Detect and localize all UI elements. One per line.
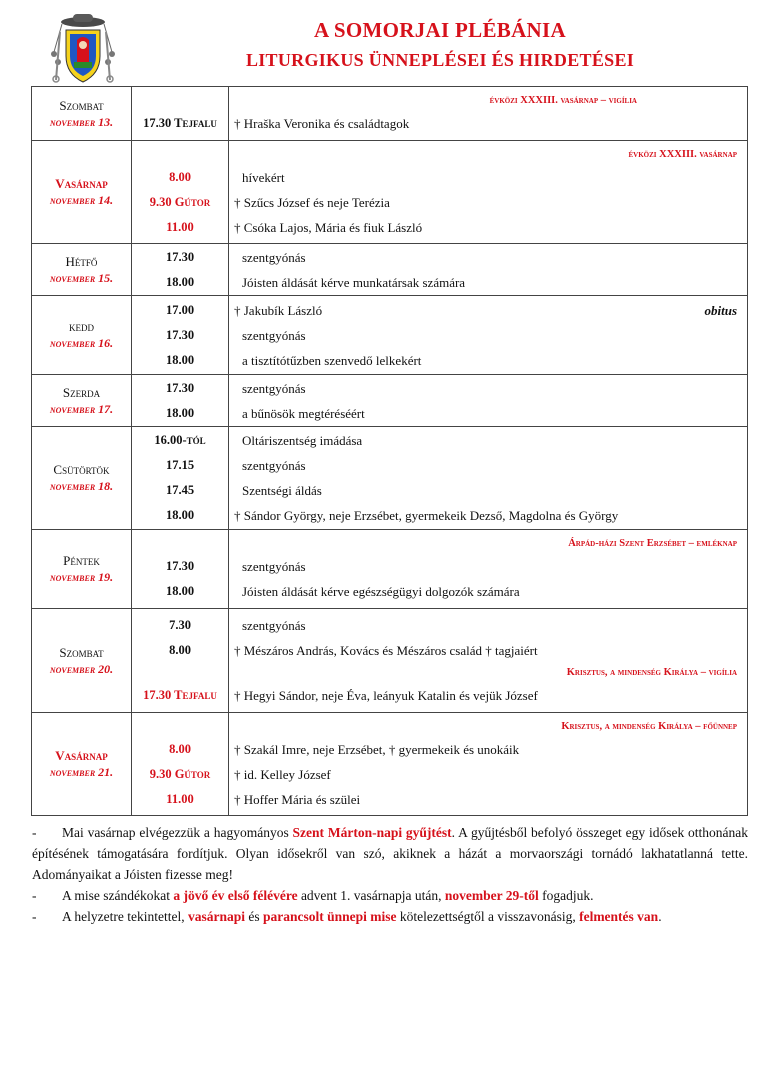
intention-cell	[229, 427, 748, 530]
intention-text: Jóisten áldását kérve egészségügyi dolgozók számára	[242, 584, 520, 599]
announcement-text: . A gyűjtésből befolyó összeget egy idősek otthonának építésének támogatására fordítjuk. Olyan idősekről van szó, akiknek a házát a morvaországi tornádó lakhatatlanná tette. Adományaikat a Jóisten fizesse meg!	[32, 825, 748, 882]
day-row	[32, 87, 748, 141]
intention-cell	[229, 375, 748, 427]
intention-text: szentgyónás	[242, 327, 306, 343]
day-row	[32, 427, 748, 530]
intention-text: hívekért	[242, 169, 285, 185]
intention-text: † Szűcs József és neje Terézia	[234, 194, 390, 210]
mass-intention	[229, 165, 747, 190]
highlight-text: vasárnapi	[187, 909, 245, 924]
time-cell	[132, 244, 229, 296]
mass-intention	[229, 323, 747, 348]
announcements	[32, 822, 748, 927]
day-date: november 18.	[49, 479, 114, 493]
mass-intention	[229, 298, 747, 323]
day-date: november 14.	[49, 193, 114, 207]
mass-time: 17.15	[165, 458, 195, 472]
intention-text: † id. Kelley József	[234, 766, 331, 782]
feast-label: évközi XXXIII. vasárnap	[628, 148, 737, 160]
announcement-item	[32, 822, 748, 885]
day-name: Csütörtök	[53, 462, 110, 477]
day-date: november 19.	[49, 570, 114, 584]
day-name: kedd	[69, 319, 94, 334]
mass-time: 17.30 Tejfalu	[143, 688, 217, 702]
day-row	[32, 375, 748, 427]
day-row	[32, 244, 748, 296]
mass-time: 17.30	[165, 327, 195, 342]
intention-text: szentgyónás	[242, 618, 306, 633]
announcement-text: fogadjuk.	[538, 888, 594, 903]
mass-time: 17.30	[165, 559, 195, 573]
announcement-text: .	[658, 909, 662, 924]
mass-time: 18.00	[165, 352, 195, 367]
day-cell	[32, 244, 132, 296]
announcement-text: A mise szándékokat	[62, 888, 174, 903]
bullet-dash: -	[32, 825, 37, 840]
mass-intention	[229, 215, 747, 240]
mass-time: 18.00	[165, 508, 195, 522]
intention-cell	[229, 713, 748, 816]
mass-intention	[229, 190, 747, 215]
mass-time	[132, 663, 228, 683]
parish-coat-of-arms-icon	[44, 12, 122, 84]
intention-text: Jóisten áldását kérve munkatársak számára	[242, 274, 466, 290]
mass-time: 18.00	[165, 405, 195, 420]
day-date: november 17.	[49, 401, 114, 416]
time-cell	[132, 141, 229, 244]
intention-text: szentgyónás	[242, 458, 306, 473]
mass-intention	[229, 270, 747, 295]
mass-time	[132, 145, 228, 165]
page-subtitle: LITURGIKUS ÜNNEPLÉSEI ÉS HIRDETÉSEI	[245, 50, 635, 70]
mass-intention	[229, 613, 747, 638]
highlight-text: november 29-től	[444, 888, 539, 903]
mass-time: 8.00	[169, 643, 191, 657]
mass-intention	[229, 737, 747, 762]
mass-time: 11.00	[166, 219, 194, 234]
time-cell	[132, 87, 229, 141]
mass-intention	[229, 554, 747, 579]
day-date: november 15.	[49, 270, 114, 285]
time-cell	[132, 713, 229, 816]
mass-time: 17.00	[165, 302, 195, 317]
time-cell	[132, 296, 229, 375]
day-row	[32, 141, 748, 244]
mass-time: 18.00	[165, 274, 195, 289]
day-cell	[32, 530, 132, 609]
intention-text: Szentségi áldás	[242, 483, 322, 498]
time-cell	[132, 609, 229, 713]
day-name: Vasárnap	[55, 748, 108, 763]
mass-time: 9.30 Gútor	[149, 194, 211, 209]
bullet-dash: -	[32, 909, 37, 924]
intention-text: szentgyónás	[242, 380, 306, 396]
mass-time	[132, 717, 228, 737]
announcement-text: kötelezettségtől a visszavonásig,	[396, 909, 580, 924]
bullet-dash: -	[32, 888, 37, 903]
highlight-text: Szent Márton-napi gyűjtést	[292, 825, 452, 840]
highlight-text: a jövő év első félévére	[173, 888, 298, 903]
intention-cell	[229, 609, 748, 713]
intention-text: † Hegyi Sándor, neje Éva, leányuk Katalin és vejük József	[234, 688, 538, 703]
day-cell	[32, 296, 132, 375]
time-cell	[132, 530, 229, 609]
intention-text: szentgyónás	[242, 249, 306, 265]
mass-intention	[229, 401, 747, 426]
intention-cell	[229, 296, 748, 375]
day-cell	[32, 427, 132, 530]
mass-intention	[229, 787, 747, 812]
day-date: november 13.	[49, 114, 114, 129]
mass-time	[132, 91, 228, 111]
announcement-item	[32, 885, 748, 906]
time-cell	[132, 375, 229, 427]
intention-text: Oltáriszentség imádása	[242, 433, 363, 448]
day-name: Péntek	[63, 553, 100, 568]
day-name: Szombat	[59, 97, 104, 113]
day-name: Vasárnap	[55, 176, 108, 191]
mass-intention	[229, 503, 747, 528]
highlight-text: felmentés van	[579, 909, 659, 924]
mass-intention	[229, 376, 747, 401]
obitus-note: obitus	[704, 302, 737, 318]
day-cell	[32, 375, 132, 427]
announcement-text: A helyzetre tekintettel,	[62, 909, 188, 924]
announcement-text: advent 1. vasárnapja után,	[297, 888, 445, 903]
mass-time: 8.00	[169, 741, 191, 756]
mass-time: 11.00	[166, 791, 194, 806]
announcement-text: és	[244, 909, 263, 924]
mass-time: 18.00	[165, 584, 195, 598]
day-cell	[32, 87, 132, 141]
intention-cell	[229, 87, 748, 141]
intention-text: a bűnösök megtéréséért	[242, 405, 365, 421]
day-date: november 16.	[49, 336, 114, 350]
day-cell	[32, 609, 132, 713]
mass-intention	[229, 762, 747, 787]
mass-time: 9.30 Gútor	[149, 766, 211, 781]
intention-cell	[229, 141, 748, 244]
intention-text: † Sándor György, neje Erzsébet, gyermekeik Dezső, Magdolna és György	[234, 508, 619, 523]
day-name: Szombat	[59, 644, 104, 660]
day-row	[32, 530, 748, 609]
intention-text: † Hraška Veronika és családtagok	[234, 116, 410, 131]
feast-label: évközi XXXIII. vasárnap – vigília	[489, 95, 637, 106]
mass-intention	[229, 111, 747, 136]
day-name: Hétfő	[65, 253, 98, 269]
mass-time	[132, 534, 228, 554]
mass-time: 17.45	[165, 483, 195, 497]
intention-text: † Jakubík László	[234, 302, 323, 318]
intention-text: a tisztítótűzben szenvedő lelkekért	[242, 352, 422, 368]
page-header	[0, 0, 764, 86]
day-cell	[32, 713, 132, 816]
feast-label: Krisztus, a mindenség Királya – vigília	[566, 667, 737, 678]
intention-cell	[229, 244, 748, 296]
intention-text: † Mészáros András, Kovács és Mészáros család † tagjaiért	[234, 643, 538, 658]
mass-time: 17.30 Tejfalu	[143, 116, 217, 130]
day-date: november 20.	[49, 661, 114, 676]
page-title: A SOMORJAI PLÉBÁNIA	[314, 18, 566, 42]
intention-cell	[229, 530, 748, 609]
day-row	[32, 296, 748, 375]
mass-intention	[229, 478, 747, 503]
intention-text: szentgyónás	[242, 559, 306, 574]
mass-intention	[229, 683, 747, 708]
mass-time: 17.30	[165, 249, 195, 264]
day-name: Szerda	[62, 384, 101, 400]
day-cell	[32, 141, 132, 244]
schedule-table	[31, 86, 748, 816]
feast-label: Árpád-házi Szent Erzsébet – emléknap	[568, 538, 737, 549]
announcement-text: Mai vasárnap elvégezzük a hagyományos	[62, 825, 293, 840]
mass-intention	[229, 348, 747, 373]
day-date: november 21.	[49, 765, 114, 779]
mass-time: 7.30	[169, 618, 191, 632]
announcement-item	[32, 906, 748, 927]
mass-intention	[229, 245, 747, 270]
mass-intention	[229, 453, 747, 478]
mass-time: 16.00-tól	[154, 433, 206, 447]
time-cell	[132, 427, 229, 530]
day-row	[32, 609, 748, 713]
mass-time: 17.30	[165, 380, 195, 395]
intention-text: † Hoffer Mária és szülei	[234, 791, 361, 807]
mass-time: 8.00	[169, 169, 191, 184]
day-row	[32, 713, 748, 816]
mass-intention	[229, 428, 747, 453]
mass-intention	[229, 579, 747, 604]
intention-text: † Szakál Imre, neje Erzsébet, † gyermekeik és unokáik	[234, 741, 520, 757]
highlight-text: parancsolt ünnepi mise	[262, 909, 397, 924]
mass-intention	[229, 638, 747, 663]
feast-label: Krisztus, a mindenség Királya – főünnep	[561, 720, 737, 732]
intention-text: † Csóka Lajos, Mária és fiuk László	[234, 219, 423, 235]
